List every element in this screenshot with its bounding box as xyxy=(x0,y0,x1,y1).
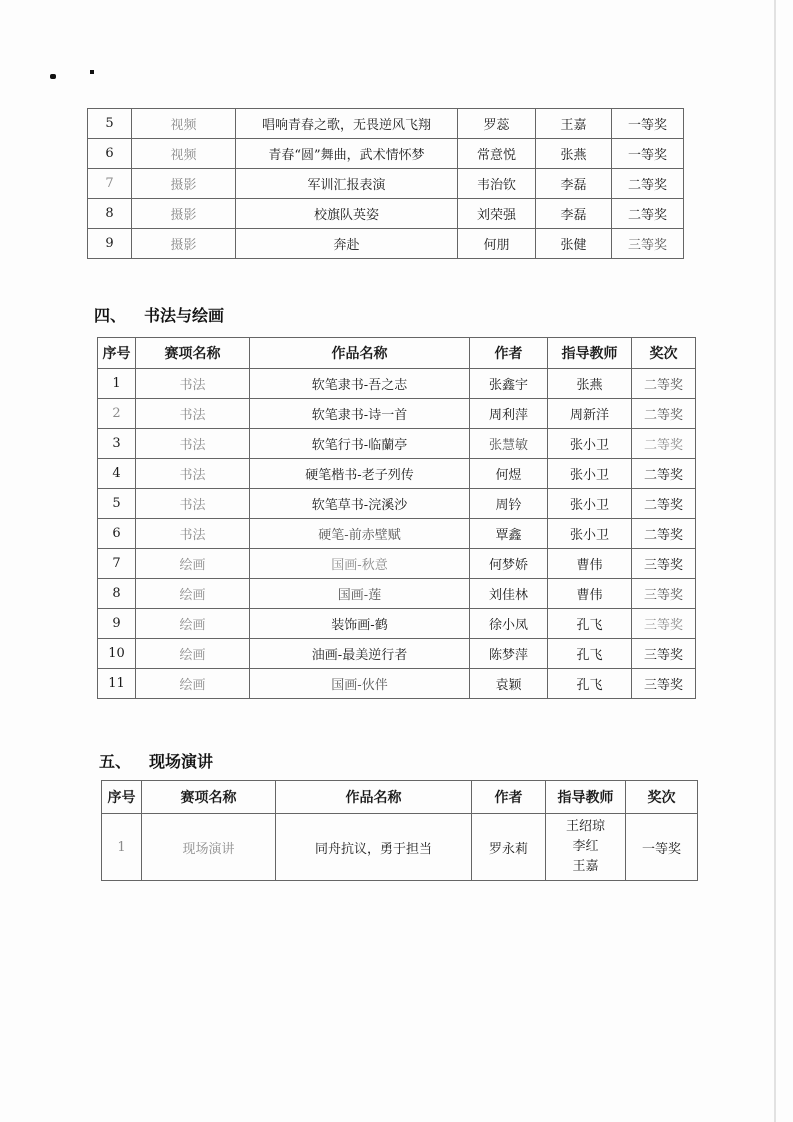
work-title-cell: 校旗队英姿 xyxy=(236,199,458,229)
header-row xyxy=(102,781,698,814)
category-cell: 视频 xyxy=(132,139,236,169)
page-edge xyxy=(774,0,776,1122)
teacher-cell: 周新洋 xyxy=(548,399,632,429)
row-number: 1 xyxy=(98,369,136,399)
category-cell: 绘画 xyxy=(136,549,250,579)
teacher-cell: 孔飞 xyxy=(548,609,632,639)
award-cell: 二等奖 xyxy=(632,399,696,429)
row-number: 7 xyxy=(88,169,132,199)
category-cell: 书法 xyxy=(136,429,250,459)
header-category: 赛项名称 xyxy=(142,781,276,814)
teacher-name: 王绍琼 xyxy=(565,819,605,834)
award-cell: 三等奖 xyxy=(632,669,696,699)
teacher-cell: 张健 xyxy=(536,229,612,259)
work-title-cell: 硬笔-前赤壁赋 xyxy=(250,519,470,549)
award-cell: 一等奖 xyxy=(612,109,684,139)
teachers-cell xyxy=(546,814,626,881)
award-cell: 三等奖 xyxy=(632,609,696,639)
table-row xyxy=(98,579,696,609)
award-cell: 三等奖 xyxy=(632,639,696,669)
teacher-cell: 李磊 xyxy=(536,169,612,199)
header-author: 作者 xyxy=(470,338,548,369)
award-cell: 三等奖 xyxy=(632,579,696,609)
section-title: 书法与绘画 xyxy=(144,306,225,325)
row-number: 2 xyxy=(98,399,136,429)
author-cell: 张慧敏 xyxy=(470,429,548,459)
teacher-cell: 张小卫 xyxy=(548,429,632,459)
row-number: 5 xyxy=(98,489,136,519)
work-title-cell: 装饰画-鹤 xyxy=(250,609,470,639)
scan-mark xyxy=(90,70,94,74)
header-category: 赛项名称 xyxy=(136,338,250,369)
award-cell: 三等奖 xyxy=(632,549,696,579)
row-number: 10 xyxy=(98,639,136,669)
work-title-cell: 油画-最美逆行者 xyxy=(250,639,470,669)
teacher-cell: 张燕 xyxy=(536,139,612,169)
award-cell: 三等奖 xyxy=(612,229,684,259)
row-number: 8 xyxy=(88,199,132,229)
row-number: 3 xyxy=(98,429,136,459)
table-row xyxy=(98,489,696,519)
author-cell: 何梦娇 xyxy=(470,549,548,579)
header-award: 奖次 xyxy=(626,781,698,814)
work-title-cell: 军训汇报表演 xyxy=(236,169,458,199)
category-cell: 绘画 xyxy=(136,579,250,609)
table-row xyxy=(102,814,698,881)
table-row xyxy=(98,639,696,669)
table-row xyxy=(88,229,684,259)
teacher-name: 王嘉 xyxy=(572,859,599,874)
row-number: 1 xyxy=(102,814,142,881)
teacher-cell: 王嘉 xyxy=(536,109,612,139)
teacher-cell: 张小卫 xyxy=(548,489,632,519)
category-cell: 摄影 xyxy=(132,169,236,199)
teacher-name: 李红 xyxy=(572,839,599,854)
section-heading xyxy=(94,303,224,326)
author-cell: 周利萍 xyxy=(470,399,548,429)
header-row xyxy=(98,338,696,369)
row-number: 6 xyxy=(98,519,136,549)
work-title-cell: 国画-伙伴 xyxy=(250,669,470,699)
section-heading xyxy=(99,749,213,772)
section-number: 五、 xyxy=(99,752,132,771)
work-title-cell: 软笔隶书-吾之志 xyxy=(250,369,470,399)
row-number: 7 xyxy=(98,549,136,579)
award-cell: 二等奖 xyxy=(632,459,696,489)
row-number: 6 xyxy=(88,139,132,169)
table-row xyxy=(88,169,684,199)
teacher-cell: 张燕 xyxy=(548,369,632,399)
header-teacher: 指导教师 xyxy=(546,781,626,814)
award-cell: 二等奖 xyxy=(612,199,684,229)
teacher-cell: 曹伟 xyxy=(548,549,632,579)
author-cell: 常意悦 xyxy=(458,139,536,169)
author-cell: 周钤 xyxy=(470,489,548,519)
category-cell: 摄影 xyxy=(132,199,236,229)
category-cell: 书法 xyxy=(136,459,250,489)
header-author: 作者 xyxy=(472,781,546,814)
calligraphy-painting-table xyxy=(97,337,696,699)
author-cell: 徐小凤 xyxy=(470,609,548,639)
work-title-cell: 奔赴 xyxy=(236,229,458,259)
table-row xyxy=(98,399,696,429)
work-title-cell: 青春“圆”舞曲，武术情怀梦 xyxy=(236,139,458,169)
header-no: 序号 xyxy=(98,338,136,369)
teacher-cell: 孔飞 xyxy=(548,639,632,669)
teacher-cell: 张小卫 xyxy=(548,519,632,549)
table-row xyxy=(88,139,684,169)
author-cell: 覃鑫 xyxy=(470,519,548,549)
header-award: 奖次 xyxy=(632,338,696,369)
work-title-cell: 软笔隶书-诗一首 xyxy=(250,399,470,429)
author-cell: 刘荣强 xyxy=(458,199,536,229)
table-row xyxy=(98,549,696,579)
table-row xyxy=(98,519,696,549)
row-number: 4 xyxy=(98,459,136,489)
category-cell: 绘画 xyxy=(136,639,250,669)
award-cell: 二等奖 xyxy=(612,169,684,199)
author-cell: 罗蕊 xyxy=(458,109,536,139)
row-number: 9 xyxy=(98,609,136,639)
scan-mark xyxy=(50,74,56,79)
author-cell: 何朋 xyxy=(458,229,536,259)
work-title-cell: 软笔草书-浣溪沙 xyxy=(250,489,470,519)
header-title: 作品名称 xyxy=(250,338,470,369)
work-title-cell: 唱响青春之歌，无畏逆风飞翔 xyxy=(236,109,458,139)
header-no: 序号 xyxy=(102,781,142,814)
table-row xyxy=(98,429,696,459)
row-number: 9 xyxy=(88,229,132,259)
speech-awards-table xyxy=(101,780,698,881)
author-cell: 罗永莉 xyxy=(472,814,546,881)
work-title-cell: 国画-秋意 xyxy=(250,549,470,579)
award-cell: 二等奖 xyxy=(632,519,696,549)
table-row xyxy=(98,669,696,699)
row-number: 5 xyxy=(88,109,132,139)
category-cell: 视频 xyxy=(132,109,236,139)
author-cell: 何煜 xyxy=(470,459,548,489)
teacher-cell: 张小卫 xyxy=(548,459,632,489)
table-row xyxy=(98,369,696,399)
award-cell: 二等奖 xyxy=(632,489,696,519)
work-title-cell: 国画-莲 xyxy=(250,579,470,609)
award-cell: 二等奖 xyxy=(632,429,696,459)
table-row xyxy=(88,199,684,229)
category-cell: 摄影 xyxy=(132,229,236,259)
category-cell: 现场演讲 xyxy=(142,814,276,881)
category-cell: 绘画 xyxy=(136,609,250,639)
author-cell: 刘佳林 xyxy=(470,579,548,609)
teacher-cell: 孔飞 xyxy=(548,669,632,699)
header-title: 作品名称 xyxy=(276,781,472,814)
table-row xyxy=(88,109,684,139)
category-cell: 书法 xyxy=(136,519,250,549)
row-number: 8 xyxy=(98,579,136,609)
author-cell: 韦治钦 xyxy=(458,169,536,199)
work-title-cell: 同舟抗议，勇于担当 xyxy=(276,814,472,881)
teacher-cell: 曹伟 xyxy=(548,579,632,609)
category-cell: 绘画 xyxy=(136,669,250,699)
author-cell: 陈梦萍 xyxy=(470,639,548,669)
row-number: 11 xyxy=(98,669,136,699)
section-title: 现场演讲 xyxy=(149,752,214,771)
award-cell: 二等奖 xyxy=(632,369,696,399)
category-cell: 书法 xyxy=(136,489,250,519)
work-title-cell: 软笔行书-临蘭亭 xyxy=(250,429,470,459)
author-cell: 张鑫宇 xyxy=(470,369,548,399)
table-row xyxy=(98,459,696,489)
header-teacher: 指导教师 xyxy=(548,338,632,369)
media-awards-table xyxy=(87,108,684,259)
award-cell: 一等奖 xyxy=(612,139,684,169)
work-title-cell: 硬笔楷书-老子列传 xyxy=(250,459,470,489)
category-cell: 书法 xyxy=(136,399,250,429)
teacher-cell: 李磊 xyxy=(536,199,612,229)
category-cell: 书法 xyxy=(136,369,250,399)
author-cell: 袁颖 xyxy=(470,669,548,699)
award-cell: 一等奖 xyxy=(626,814,698,881)
table-row xyxy=(98,609,696,639)
section-number: 四、 xyxy=(94,306,127,325)
